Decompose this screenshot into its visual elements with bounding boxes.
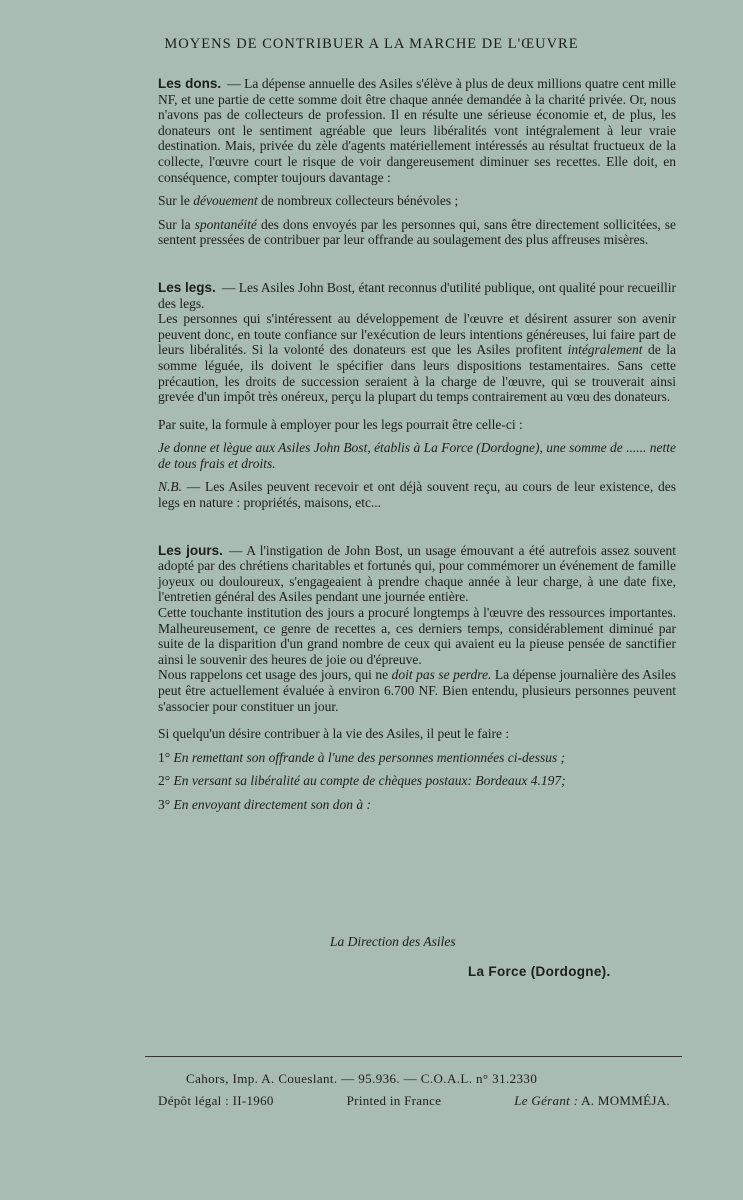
legs-personnes-paragraph [158,311,676,405]
text-span: des dons envoyés par les personnes qui, sans être directement sollicitées, se sentent pressées de contribuer par leur offrande au soulagement des plus affreuses misères. [158,216,676,248]
option-number: 1° [158,749,171,765]
option-number: 3° [158,796,171,812]
legs-formula: Je donne et lègue aux Asiles John Bost, établis à La Force (Dordogne), une somme de ...... nette de tous frais et droits. [158,440,677,471]
legs-nb-paragraph [158,479,676,510]
option-item [158,797,676,813]
printed-in: Printed in France [346,1093,442,1108]
page-title: MOYENS DE CONTRIBUER A LA MARCHE DE L'ŒUVRE [164,36,579,52]
emphasis: doit pas se perdre. [391,667,492,683]
option-text: En versant sa libéralité au compte de chèques postaux: Bordeaux 4.197; [173,773,566,789]
gerant [514,1093,670,1109]
text-span: Sur le [158,193,190,209]
gerant-name: A. MOMMÉJA. [581,1093,670,1108]
emphasis: spontanéité [194,216,257,232]
signature-direction: La Direction des Asiles [330,934,456,949]
jours-rappel-paragraph [158,667,676,714]
dons-paragraph [158,76,676,185]
jours-heading: Les jours. [158,542,223,558]
legs-paragraph [158,280,676,311]
legs-heading: Les legs. [158,279,216,295]
jours-paragraph [158,543,676,605]
text-span: Sur la [158,216,191,232]
emphasis: dévouement [193,193,258,209]
main-content [158,76,676,813]
text-span: Nous rappelons cet usage des jours, qui ne [158,667,389,683]
text-span: — Les Asiles peuvent recevoir et ont déjà souvent reçu, au cours de leur existence, des legs en nature : propriétés, maisons, etc... [158,479,676,511]
text-span: de nombreux collecteurs bénévoles ; [261,193,459,209]
footer-legal [158,1093,670,1109]
option-number: 2° [158,773,171,789]
option-text: En envoyant directement son don à : [173,796,371,812]
text-span: Les personnes qui s'intéressent au développement de l'œuvre et désirent assurer son avenir peuvent donc, en toute confiance sur l'exécution de leurs intentions généreuses, lui faire part de leurs libéralités. Si la volonté des donateurs est que les Asiles profitent [158,311,676,358]
footer-printer: Cahors, Imp. A. Coueslant. — 95.936. — C.O.A.L. n° 31.2330 [186,1071,538,1086]
jours-body: — A l'instigation de John Bost, un usage émouvant a été autrefois assez souvent adopté par des chrétiens charitables et fortunés qui, pour commémorer un événement de famille joyeux ou douloureux, s'engageaient à prendre chaque année à leur charge, à une date fixe, l'entretien général des Asiles pendant une journée entière. [158,542,676,605]
emphasis: intégralement [567,342,643,358]
text-span: de la somme léguée, ils doivent le spécifier dans leurs dispositions testamentaires. Sans cette précaution, les droits de succession seraient à la charge de l'œuvre, qui se trouverait ainsi grevée d'un impôt très onéreux, perçu la plupart du temps contrairement au vœu des donateurs. [158,342,676,405]
option-item [158,773,676,789]
legs-body: — Les Asiles John Bost, étant reconnus d'utilité publique, ont qualité pour recueillir des legs. [158,279,676,311]
dons-devouement-paragraph [158,193,676,209]
legs-formule-paragraph: Par suite, la formule à employer pour les legs pourrait être celle-ci : [158,416,523,432]
option-text: En remettant son offrande à l'une des personnes mentionnées ci-dessus ; [173,749,566,765]
nb-label: N.B. [158,479,183,495]
depot-legal: Dépôt légal : II-1960 [158,1093,274,1108]
gerant-label: Le Gérant : [514,1093,579,1108]
jours-institution-paragraph: Cette touchante institution des jours a procuré longtemps à l'œuvre des ressources importantes. Malheureusement, ce genre de recettes a, ces derniers temps, considérablement diminué par suite de la disparition d'un grand nombre de ceux qui avaient eu la pieuse pensée de sanctifier ainsi le souvenir des heures de joie ou d'épreuve. [158,605,676,667]
option-item [158,750,676,766]
dons-spontaneite-paragraph [158,217,676,248]
dons-heading: Les dons. [158,76,222,91]
footer-divider [145,1056,682,1057]
text-span: La dépense journalière des Asiles peut être actuellement évaluée à environ 6.700 NF. Bien entendu, plusieurs personnes peuvent s'associer pour constituer un jour. [158,667,677,714]
jours-contribuer-paragraph: Si quelqu'un désire contribuer à la vie des Asiles, il peut le faire : [158,726,510,742]
dons-body: — La dépense annuelle des Asiles s'élève à plus de deux millions quatre cent mille NF, et une partie de cette somme doit être chaque année demandée à la charité privée. Or, nous n'avons pas de collecteurs de profession. Il en résulte une sérieuse économie et, de plus, les donateurs ont le sentiment agréable que leurs libéralités vont intégralement à leur vraie destination. Mais, privée du zèle d'agents matériellement intéressés au résultat fructueux de la collecte, l'œuvre court le risque de voir dangereusement diminuer ses recettes. Elle doit, en conséquence, compter toujours davantage : [158,76,676,185]
signature-location: La Force (Dordogne). [468,964,611,979]
